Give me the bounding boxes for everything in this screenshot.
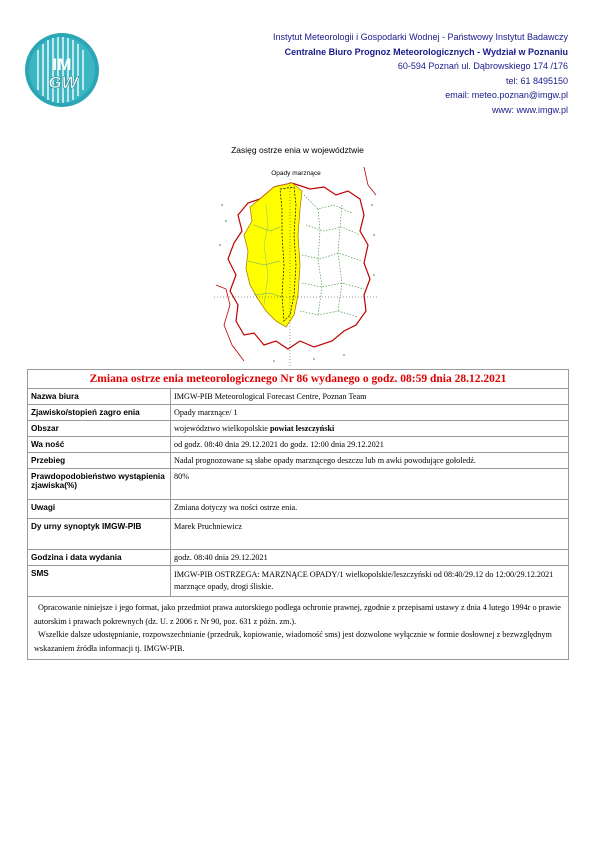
institute-name: Instytut Meteorologii i Gospodarki Wodnej - Państwowy Instytut Badawczy	[273, 32, 568, 42]
website[interactable]: www: www.imgw.pl	[491, 104, 568, 115]
address: 60-594 Poznań ul. Dąbrowskiego 174 /176	[397, 61, 568, 71]
row-sms	[28, 566, 569, 597]
row-probability	[28, 469, 569, 500]
sms-value: IMGW-PIB OSTRZEGA: MARZNĄCE OPADY/1 wielkopolskie/leszczyński od 08:40/29.12 do 12:00/29.12.2021 marznące opady, drogi śliskie.	[171, 566, 569, 597]
row-validity	[28, 437, 569, 453]
logo-text-top: IM	[52, 55, 72, 74]
row-course	[28, 453, 569, 469]
validity-value: od godz. 08:40 dnia 29.12.2021 do godz. 12:00 dnia 29.12.2021	[171, 437, 569, 453]
row-forecaster	[28, 519, 569, 550]
phone: tel: 61 8495150	[505, 75, 568, 86]
course-value: Nadal prognozowane są słabe opady marznącego deszczu lub m awki powodujące gołoledź.	[171, 453, 569, 469]
area-label: Obszar	[28, 421, 171, 437]
forecaster-label: Dy urny synoptyk IMGW-PIB	[28, 519, 171, 550]
office-name: Centralne Biuro Prognoz Meteorologicznych - Wydział w Poznaniu	[284, 46, 568, 57]
imgw-logo	[24, 32, 100, 108]
map-caption: Zasięg ostrze enia w województwie	[231, 145, 364, 155]
copyright-notice	[28, 597, 569, 660]
copyright-paragraph-1: Opracowanie niniejsze i jego format, jako przedmiot prawa autorskiego podlega ochronie prawnej, zgodnie z przepisami ustawy z dnia 4 lutego 1994r o prawie autorskim i prawach pokrewnych (dz. U. z 2006 r. Nr 90, poz. 631 z późn. zm.).	[34, 603, 561, 626]
remarks-value: Zmiana dotyczy wa ności ostrze enia.	[171, 500, 569, 519]
row-phenomenon	[28, 405, 569, 421]
phenomenon-value: Opady marznące/ 1	[171, 405, 569, 421]
copyright-paragraph-2: Wszelkie dalsze udostępnianie, rozpowszechnianie (przedruk, kopiowanie, wiadomość sms) jest dozwolone wyłącznie w formie dosłownej z bezwzględnym wskazaniem źródła informacji tj. IMGW-PIB.	[34, 630, 552, 653]
email[interactable]: email: meteo.poznan@imgw.pl	[445, 90, 568, 100]
area-district: powiat leszczyński	[269, 424, 335, 433]
office-label: Nazwa biura	[28, 389, 171, 405]
area-value	[171, 421, 569, 437]
logo-text-bottom: GW	[48, 73, 78, 92]
remarks-label: Uwagi	[28, 500, 171, 519]
office-value: IMGW-PIB Meteorological Forecast Centre, Poznan Team	[171, 389, 569, 405]
probability-value: 80%	[171, 469, 569, 500]
row-office	[28, 389, 569, 405]
institute-info	[273, 30, 568, 117]
issued-label: Godzina i data wydania	[28, 550, 171, 566]
issued-value: godz. 08:40 dnia 29.12.2021	[171, 550, 569, 566]
warning-map	[214, 165, 378, 367]
warning-table	[27, 369, 569, 660]
course-label: Przebieg	[28, 453, 171, 469]
validity-label: Wa ność	[28, 437, 171, 453]
sms-label: SMS	[28, 566, 171, 597]
area-voivodeship: województwo wielkopolskie	[174, 424, 270, 433]
row-area	[28, 421, 569, 437]
map-legend-label: Opady marznące	[271, 170, 321, 177]
forecaster-value: Marek Pruchniewicz	[171, 519, 569, 550]
warning-title: Zmiana ostrze enia meteorologicznego Nr 86 wydanego o godz. 08:59 dnia 28.12.2021	[28, 370, 569, 389]
probability-label: Prawdopodobieństwo wystąpienia zjawiska(%)	[28, 469, 171, 500]
phenomenon-label: Zjawisko/stopień zagro enia	[28, 405, 171, 421]
row-remarks	[28, 500, 569, 519]
row-issued	[28, 550, 569, 566]
